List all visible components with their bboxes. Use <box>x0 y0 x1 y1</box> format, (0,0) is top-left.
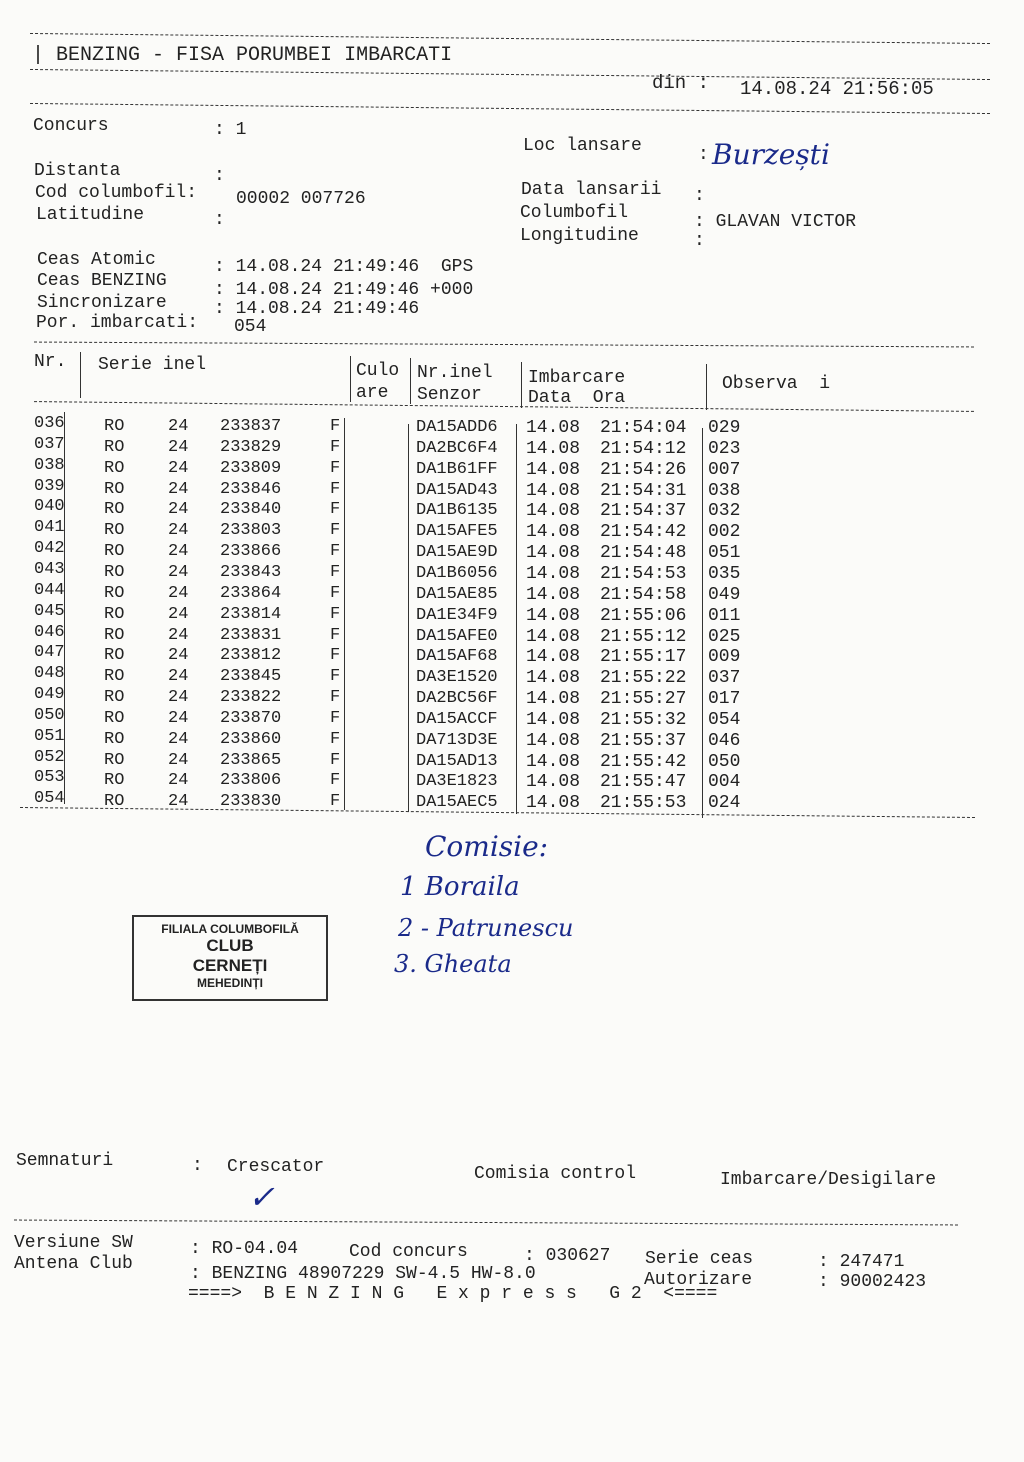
table-top-border <box>34 342 974 348</box>
antena-club-value: : BENZING 48907229 SW-4.5 HW-8.0 <box>190 1264 536 1284</box>
observation: 050 <box>708 751 741 772</box>
ring-number: 233812 <box>220 646 282 666</box>
date: 14.08 <box>526 605 581 626</box>
date: 14.08 <box>526 543 581 564</box>
din-label: din : <box>652 72 710 94</box>
row-nr: 050 <box>34 705 65 725</box>
sex: F <box>330 437 341 457</box>
porumbei-imbarcati-value: 054 <box>234 317 267 337</box>
ring-number: 233840 <box>220 500 282 520</box>
observation: 002 <box>708 522 741 543</box>
sensor-ring: DA1B6135 <box>416 501 498 521</box>
comisia-control-label: Comisia control <box>474 1164 637 1184</box>
time: 21:55:42 <box>600 751 687 772</box>
row-nr: 048 <box>34 664 65 684</box>
table-row <box>34 726 794 751</box>
date: 14.08 <box>526 438 581 459</box>
table-row <box>34 497 794 522</box>
ring-country: RO <box>104 667 125 687</box>
row-nr: 054 <box>34 789 65 809</box>
row-nr: 051 <box>34 726 65 746</box>
crescator-label: Crescator <box>227 1157 325 1177</box>
ring-number: 233846 <box>220 479 282 499</box>
semnaturi-label: Semnaturi <box>16 1151 114 1171</box>
table-row <box>34 622 794 647</box>
observation: 037 <box>708 668 741 689</box>
table-row <box>34 789 794 814</box>
row-nr: 047 <box>34 643 65 663</box>
sensor-ring: DA15AE9D <box>416 543 498 563</box>
ring-number: 233837 <box>220 417 282 436</box>
time: 21:54:48 <box>600 543 687 564</box>
sex: F <box>330 667 341 687</box>
time: 21:55:27 <box>600 689 687 710</box>
stamp-line: FILIALA COLUMBOFILĂ <box>161 922 299 936</box>
versiune-sw-value: : RO-04.04 <box>190 1239 299 1259</box>
date: 14.08 <box>526 584 581 605</box>
sensor-ring: DA1B6056 <box>416 563 498 583</box>
sex: F <box>330 729 341 749</box>
autorizare-value: : 90002423 <box>818 1272 927 1292</box>
date: 14.08 <box>526 501 581 522</box>
observation: 035 <box>708 563 741 584</box>
date: 14.08 <box>526 772 581 793</box>
row-nr: 042 <box>34 539 65 559</box>
sensor-ring: DA15AEC5 <box>416 793 498 813</box>
ring-country: RO <box>104 604 125 624</box>
concurs-label: Concurs <box>33 116 109 136</box>
sex: F <box>330 583 341 603</box>
latitudine-value: : <box>214 210 225 230</box>
time: 21:55:17 <box>600 647 687 668</box>
col-divider <box>344 418 345 810</box>
ring-year: 24 <box>168 792 189 812</box>
sensor-ring: DA2BC6F4 <box>416 438 498 458</box>
ring-number: 233860 <box>220 729 282 749</box>
ring-year: 24 <box>168 750 189 770</box>
sensor-ring: DA1B61FF <box>416 459 498 479</box>
concurs-value: : 1 <box>214 120 247 140</box>
sincronizare-value: : 14.08.24 21:49:46 <box>214 299 420 319</box>
ring-year: 24 <box>168 646 189 666</box>
time: 21:55:22 <box>600 668 687 689</box>
sensor-ring: DA15AF68 <box>416 647 498 667</box>
benzing-express-banner: ====> B E N Z I N G E x p r e s s G 2 <==== <box>188 1284 718 1304</box>
ring-country: RO <box>104 583 125 603</box>
date: 14.08 <box>526 418 581 438</box>
ring-number: 233866 <box>220 542 282 562</box>
date: 14.08 <box>526 751 581 772</box>
ring-country: RO <box>104 708 125 728</box>
ring-year: 24 <box>168 625 189 645</box>
header-nr-inel: Nr.inel <box>417 363 493 383</box>
row-nr: 053 <box>34 768 65 788</box>
data-lansarii-value: : <box>694 186 705 206</box>
loc-lansare-handwritten: Burzești <box>712 138 830 171</box>
table-row <box>34 539 794 564</box>
time: 21:54:37 <box>600 501 687 522</box>
date: 14.08 <box>526 626 581 647</box>
imbarcare-desigilare-label: Imbarcare/Desigilare <box>720 1170 937 1190</box>
sex: F <box>330 792 341 812</box>
cod-concurs-label: Cod concurs <box>349 1242 468 1262</box>
sensor-ring: DA3E1823 <box>416 772 498 792</box>
ring-number: 233822 <box>220 688 282 708</box>
header-bottom-border <box>34 401 974 412</box>
sensor-ring: DA15AD43 <box>416 480 498 500</box>
header-nr: Nr. <box>34 352 67 372</box>
table-row <box>34 518 794 543</box>
ring-country: RO <box>104 750 125 770</box>
columbofil-label: Columbofil <box>520 203 629 223</box>
row-nr: 049 <box>34 685 65 705</box>
ring-number: 233803 <box>220 521 282 541</box>
versiune-sw-label: Versiune SW <box>14 1233 133 1253</box>
date: 14.08 <box>526 689 581 710</box>
ring-year: 24 <box>168 771 189 791</box>
time: 21:54:12 <box>600 438 687 459</box>
col-divider <box>64 412 65 804</box>
col-divider <box>521 362 522 408</box>
ring-number: 233843 <box>220 562 282 582</box>
header-observatii: Observa i <box>722 374 831 394</box>
row-nr: 052 <box>34 747 65 767</box>
ring-year: 24 <box>168 604 189 624</box>
cod-concurs-value: : 030627 <box>524 1246 611 1266</box>
antena-club-label: Antena Club <box>14 1254 133 1274</box>
semnaturi-colon: : <box>192 1156 203 1176</box>
stamp-line: CLUB <box>206 936 254 955</box>
handwritten-member-2: 2 - Patrunescu <box>398 914 574 942</box>
table-row <box>34 476 794 501</box>
ring-country: RO <box>104 437 125 457</box>
stamp-line: MEHEDINȚI <box>197 976 263 990</box>
table-row <box>34 747 794 772</box>
table-row <box>34 705 794 730</box>
table-row <box>34 559 794 584</box>
ring-year: 24 <box>168 667 189 687</box>
ceas-atomic-value: : 14.08.24 21:49:46 GPS <box>214 257 474 277</box>
date: 14.08 <box>526 730 581 751</box>
serie-ceas-label: Serie ceas <box>645 1249 754 1269</box>
table-row <box>34 643 794 668</box>
header-culoare-2: are <box>356 383 389 403</box>
date: 14.08 <box>526 709 581 730</box>
header-data-ora: Data Ora <box>528 388 626 408</box>
handwritten-member-3: 3. Gheata <box>394 950 512 978</box>
row-nr: 043 <box>34 559 65 579</box>
time: 21:54:31 <box>600 480 687 501</box>
handwritten-comisie: Comisie: <box>425 830 549 863</box>
document-title: | BENZING - FISA PORUMBEI IMBARCATI <box>32 44 453 67</box>
crescator-signature: ✓ <box>248 1178 275 1216</box>
ring-number: 233809 <box>220 458 282 478</box>
sex: F <box>330 750 341 770</box>
time: 21:54:58 <box>600 584 687 605</box>
ring-number: 233864 <box>220 583 282 603</box>
observation: 011 <box>708 605 741 626</box>
ring-country: RO <box>104 562 125 582</box>
ring-country: RO <box>104 458 125 478</box>
table-row <box>34 768 794 793</box>
observation: 029 <box>708 418 741 438</box>
ring-number: 233831 <box>220 625 282 645</box>
sensor-ring: DA713D3E <box>416 730 498 750</box>
longitudine-value: : <box>694 231 705 251</box>
ceas-benzing-value: : 14.08.24 21:49:46 +000 <box>214 280 474 300</box>
ring-country: RO <box>104 542 125 562</box>
col-divider <box>516 424 517 814</box>
ring-number: 233845 <box>220 667 282 687</box>
time: 21:54:04 <box>600 418 687 438</box>
stamp-line: CERNEȚI <box>192 956 268 975</box>
ring-number: 233830 <box>220 792 282 812</box>
observation: 024 <box>708 793 741 814</box>
ring-number: 233814 <box>220 604 282 624</box>
ring-number: 233829 <box>220 437 282 457</box>
sex: F <box>330 625 341 645</box>
observation: 009 <box>708 647 741 668</box>
table-row <box>34 664 794 689</box>
row-nr: 041 <box>34 518 65 538</box>
sex: F <box>330 562 341 582</box>
ring-year: 24 <box>168 562 189 582</box>
ring-year: 24 <box>168 708 189 728</box>
ring-country: RO <box>104 792 125 812</box>
title-text: BENZING - FISA PORUMBEI IMBARCATI <box>56 44 453 67</box>
sex: F <box>330 604 341 624</box>
cod-columbofil-label: Cod columbofil: <box>35 183 198 203</box>
row-nr: 037 <box>34 434 65 454</box>
ring-country: RO <box>104 688 125 708</box>
date: 14.08 <box>526 522 581 543</box>
cod-columbofil-value: 00002 007726 <box>236 189 366 209</box>
sensor-ring: DA15ADD6 <box>416 418 498 437</box>
club-stamp <box>132 915 328 1001</box>
sex: F <box>330 458 341 478</box>
print-datetime: 14.08.24 21:56:05 <box>740 78 934 100</box>
ring-country: RO <box>104 729 125 749</box>
time: 21:54:53 <box>600 563 687 584</box>
sensor-ring: DA15AE85 <box>416 584 498 604</box>
date: 14.08 <box>526 793 581 814</box>
sensor-ring: DA3E1520 <box>416 668 498 688</box>
sex: F <box>330 771 341 791</box>
data-lansarii-label: Data lansarii <box>521 180 662 200</box>
sensor-ring: DA1E34F9 <box>416 605 498 625</box>
row-nr: 040 <box>34 497 65 517</box>
sex: F <box>330 500 341 520</box>
header-imbarcare: Imbarcare <box>528 368 626 388</box>
sensor-ring: DA15AFE0 <box>416 626 498 646</box>
observation: 032 <box>708 501 741 522</box>
ring-country: RO <box>104 521 125 541</box>
row-nr: 044 <box>34 580 65 600</box>
header-serie-inel: Serie inel <box>98 355 207 375</box>
date: 14.08 <box>526 668 581 689</box>
sincronizare-label: Sincronizare <box>37 293 167 313</box>
ring-year: 24 <box>168 437 189 457</box>
columbofil-value: : GLAVAN VICTOR <box>694 212 857 232</box>
row-nr: 038 <box>34 455 65 475</box>
ring-country: RO <box>104 646 125 666</box>
table-row <box>34 455 794 480</box>
sensor-ring: DA15AD13 <box>416 751 498 771</box>
col-divider <box>706 364 707 410</box>
observation: 007 <box>708 459 741 480</box>
sex: F <box>330 646 341 666</box>
distanta-value: : <box>214 166 225 186</box>
ring-year: 24 <box>168 729 189 749</box>
serie-ceas-value: : 247471 <box>818 1252 905 1272</box>
ceas-benzing-label: Ceas BENZING <box>37 271 167 291</box>
loc-colon: : <box>698 145 709 165</box>
sensor-ring: DA2BC56F <box>416 689 498 709</box>
col-divider <box>350 356 351 402</box>
row-nr: 046 <box>34 622 65 642</box>
observation: 004 <box>708 772 741 793</box>
ring-year: 24 <box>168 479 189 499</box>
time: 21:54:26 <box>600 459 687 480</box>
time: 21:55:53 <box>600 793 687 814</box>
col-divider <box>408 424 409 812</box>
ring-year: 24 <box>168 500 189 520</box>
observation: 023 <box>708 438 741 459</box>
observation: 051 <box>708 543 741 564</box>
autorizare-label: Autorizare <box>644 1270 753 1290</box>
ring-country: RO <box>104 771 125 791</box>
sex: F <box>330 688 341 708</box>
table-row <box>34 580 794 605</box>
ring-year: 24 <box>168 688 189 708</box>
ring-number: 233806 <box>220 771 282 791</box>
observation: 046 <box>708 730 741 751</box>
table-row <box>34 601 794 626</box>
date: 14.08 <box>526 563 581 584</box>
sex: F <box>330 521 341 541</box>
ring-number: 233870 <box>220 708 282 728</box>
col-divider <box>80 352 81 398</box>
sensor-ring: DA15AFE5 <box>416 522 498 542</box>
col-divider <box>702 428 703 818</box>
time: 21:55:12 <box>600 626 687 647</box>
header-culoare: Culo <box>356 361 400 381</box>
row-nr: 045 <box>34 601 65 621</box>
observation: 025 <box>708 626 741 647</box>
header-senzor: Senzor <box>417 385 482 405</box>
ring-year: 24 <box>168 458 189 478</box>
sex: F <box>330 417 341 436</box>
divider <box>30 103 990 114</box>
observation: 054 <box>708 709 741 730</box>
time: 21:55:06 <box>600 605 687 626</box>
ring-number: 233865 <box>220 750 282 770</box>
time: 21:55:47 <box>600 772 687 793</box>
sex: F <box>330 708 341 728</box>
ring-year: 24 <box>168 521 189 541</box>
longitudine-label: Longitudine <box>520 226 639 246</box>
loc-lansare-label: Loc lansare <box>523 136 642 156</box>
sex: F <box>330 542 341 562</box>
latitudine-label: Latitudine <box>36 205 145 225</box>
table-row <box>34 434 794 459</box>
handwritten-member-1: 1 Boraila <box>400 872 520 902</box>
ring-year: 24 <box>168 542 189 562</box>
ring-country: RO <box>104 625 125 645</box>
time: 21:54:42 <box>600 522 687 543</box>
distanta-label: Distanta <box>34 161 121 181</box>
time: 21:55:37 <box>600 730 687 751</box>
observation: 017 <box>708 689 741 710</box>
table-row <box>34 685 794 710</box>
col-divider <box>410 358 411 404</box>
table-row <box>34 414 794 438</box>
observation: 038 <box>708 480 741 501</box>
sex: F <box>330 479 341 499</box>
porumbei-imbarcati-label: Por. imbarcati: <box>36 313 199 333</box>
date: 14.08 <box>526 480 581 501</box>
sensor-ring: DA15ACCF <box>416 709 498 729</box>
date: 14.08 <box>526 647 581 668</box>
time: 21:55:32 <box>600 709 687 730</box>
row-nr: 036 <box>34 414 65 433</box>
divider <box>30 33 990 44</box>
observation: 049 <box>708 584 741 605</box>
ring-year: 24 <box>168 583 189 603</box>
date: 14.08 <box>526 459 581 480</box>
ring-country: RO <box>104 500 125 520</box>
divider <box>14 1220 958 1226</box>
ring-country: RO <box>104 479 125 499</box>
ring-year: 24 <box>168 417 189 436</box>
ceas-atomic-label: Ceas Atomic <box>37 250 156 270</box>
ring-country: RO <box>104 417 125 436</box>
row-nr: 039 <box>34 476 65 496</box>
